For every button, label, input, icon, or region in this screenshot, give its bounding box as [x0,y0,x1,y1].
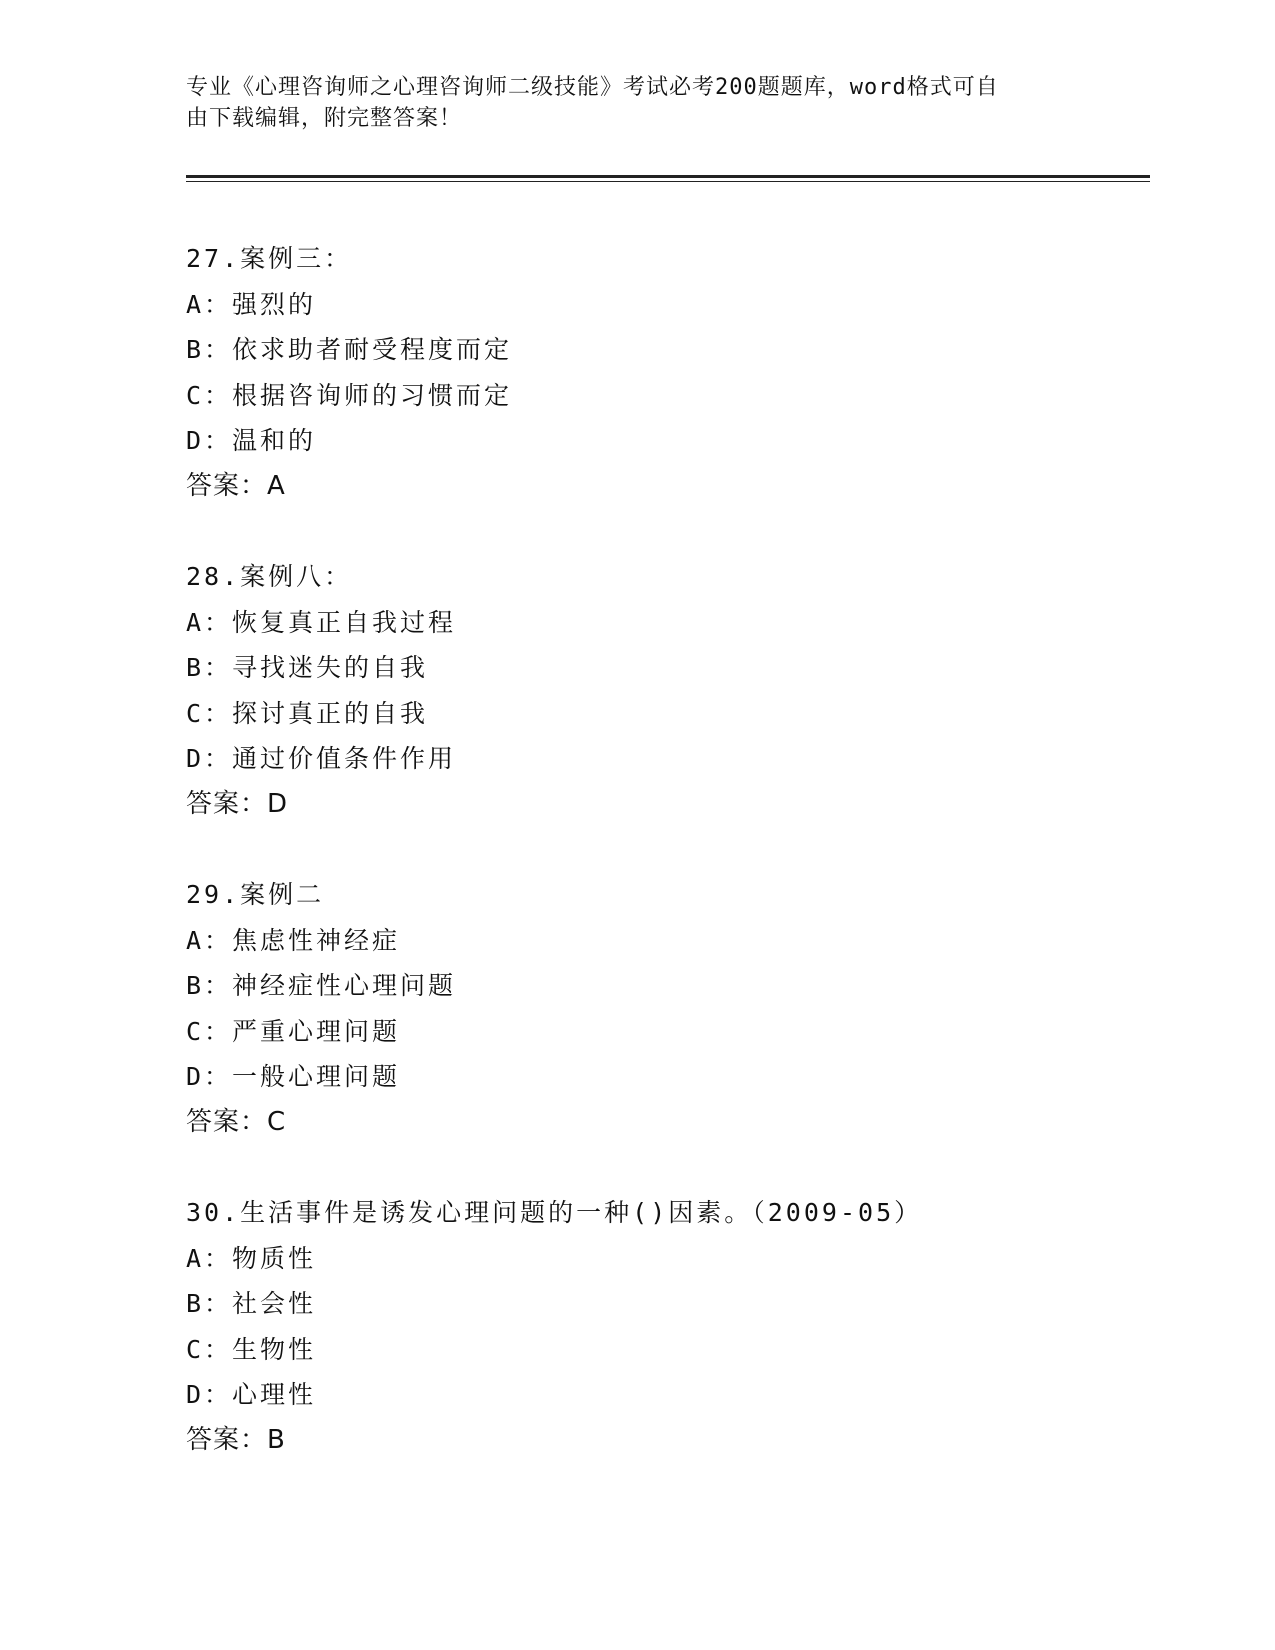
option-b: B：寻找迷失的自我 [186,653,429,682]
document-header [186,72,1066,134]
option-d: D：一般心理问题 [186,1062,401,1091]
answer-line: 答案：C [186,1106,287,1137]
option-c: C：探讨真正的自我 [186,698,429,728]
option-a: A：物质性 [186,1243,317,1273]
answer-line: 答案：A [186,470,286,501]
answer-line: 答案：B [186,1424,286,1455]
question-30 [186,1190,1146,1463]
question-29 [186,872,1146,1145]
option-a: A：焦虑性神经症 [186,925,401,955]
option-d: D：温和的 [186,426,317,455]
option-b: B：依求助者耐受程度而定 [186,335,513,364]
option-a: A：恢复真正自我过程 [186,607,457,637]
question-stem: 28.案例八： [186,562,353,591]
option-d: D：心理性 [186,1380,317,1409]
option-c: C：根据咨询师的习惯而定 [186,380,513,410]
option-d: D：通过价值条件作用 [186,744,457,773]
header-line-2: 由下载编辑，附完整答案！ [186,106,463,131]
option-c: C：严重心理问题 [186,1016,401,1046]
option-b: B：社会性 [186,1289,317,1318]
option-b: B：神经症性心理问题 [186,971,457,1000]
question-stem: 27.案例三： [186,244,353,273]
option-c: C：生物性 [186,1334,317,1364]
question-27 [186,236,1146,509]
header-divider-thick [186,175,1150,178]
question-stem: 29.案例二 [186,880,325,909]
question-28 [186,554,1146,827]
option-a: A：强烈的 [186,289,317,319]
header-divider-thin [186,181,1150,182]
header-line-1: 专业《心理咨询师之心理咨询师二级技能》考试必考200题题库，word格式可自 [186,75,999,100]
answer-line: 答案：D [186,788,289,819]
question-stem: 30.生活事件是诱发心理问题的一种()因素。（2009-05） [186,1198,923,1227]
question-list [186,236,1146,1508]
